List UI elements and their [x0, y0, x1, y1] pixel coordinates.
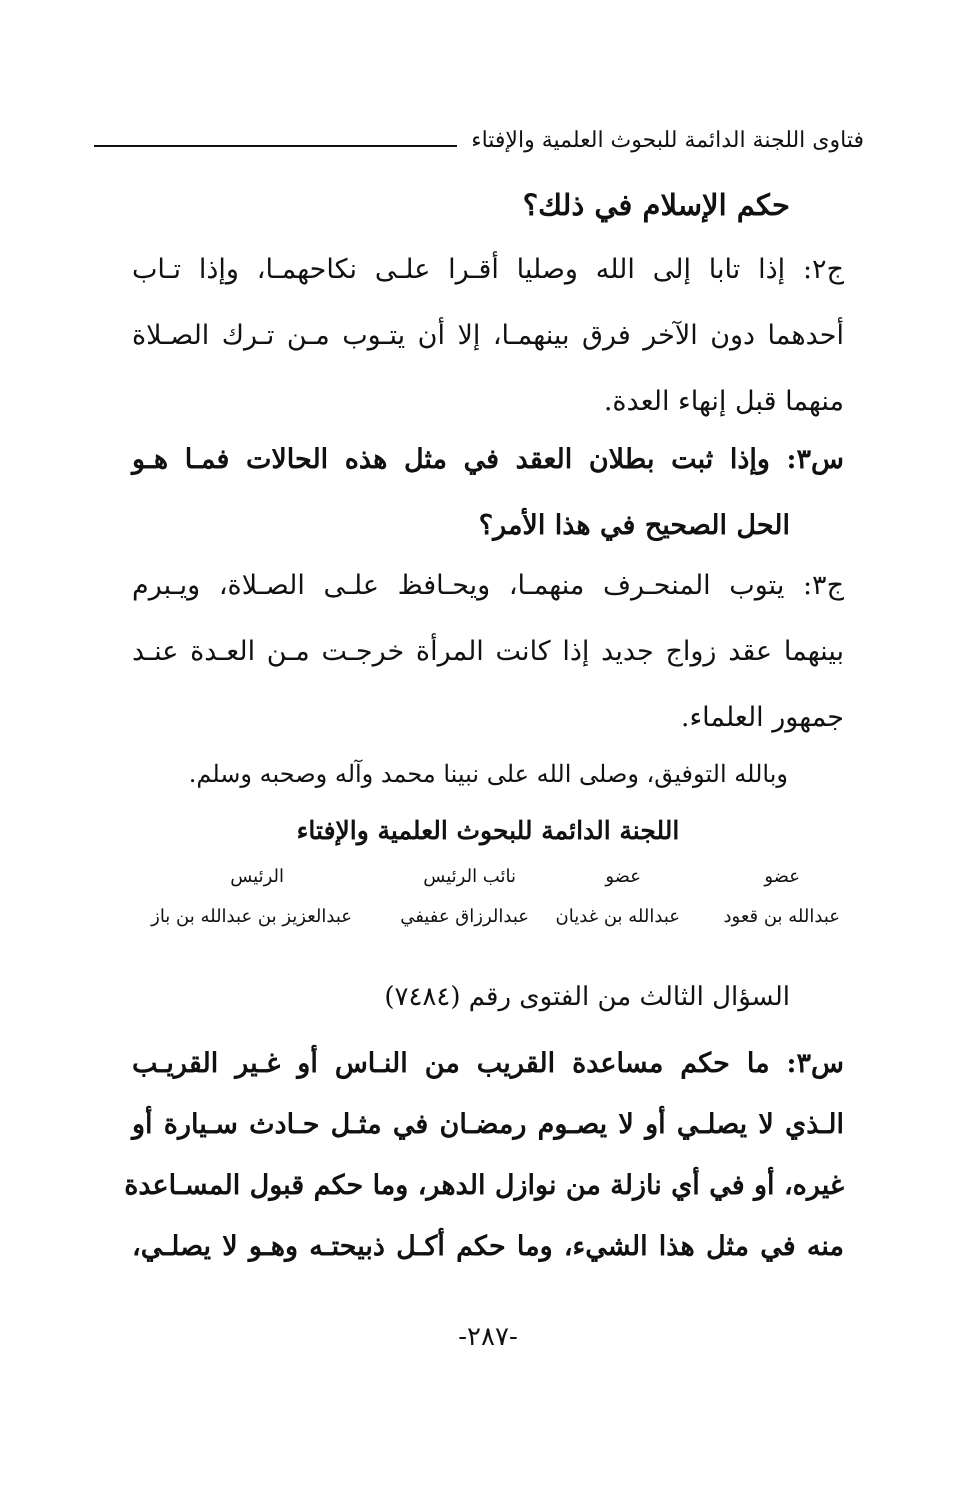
running-header — [94, 122, 864, 158]
question-next-line-4: منه في مثل هذا الشيء، وما حكم أكـل ذبيحتـه وهـو لا يصلـي، — [132, 1231, 844, 1262]
answer-2 — [132, 252, 844, 420]
answer-2-line-2: أحدهما دون الآخر فرق بينهمـا، إلا أن يتـوب مـن تـرك الصـلاة — [132, 320, 844, 351]
signatory-name-3: عبدالرزاق عفيفي — [400, 906, 529, 927]
signatory-name-2: عبدالله بن غديان — [555, 906, 680, 927]
question-next-line-2: الـذي لا يصلـي أو لا يصـوم رمضـان في مثـل حـادث سـيارة أو — [132, 1109, 844, 1140]
question-3 — [132, 442, 844, 544]
answer-2-line-3: منهما قبل إنهاء العدة. — [603, 386, 844, 417]
header-title: فتاوى اللجنة الدائمة للبحوث العلمية والإفتاء — [471, 127, 864, 153]
question-next-line-3: غيره، أو في أي نازلة من نوازل الدهر، وما حكم قبول المسـاعدة — [124, 1170, 844, 1201]
question-3-line-2: الحل الصحيح في هذا الأمر؟ — [478, 510, 790, 541]
closing-statement: وبالله التوفيق، وصلى الله على نبينا محمد وآله وصحبه وسلم. — [188, 760, 788, 788]
answer-2-line-1: ج٢: إذا تابا إلى الله وصليا أقـرا علـى نكاحهمـا، وإذا تـاب — [132, 254, 844, 285]
header-rule — [94, 145, 457, 147]
signatory-role-1: عضو — [764, 866, 800, 887]
answer-3-line-1: ج٣: يتوب المنحـرف منهمـا، ويحـافظ علـى الصـلاة، ويـبرم — [132, 570, 844, 601]
signatory-name-4: عبدالعزيز بن عبدالله بن باز — [151, 906, 352, 927]
question-next-line-1: س٣: ما حكم مساعدة القريب من النـاس أو غـير القريـب — [132, 1048, 844, 1079]
question-next — [124, 1046, 844, 1265]
signatory-name-1: عبدالله بن قعود — [723, 906, 840, 927]
signatory-role-3: نائب الرئيس — [423, 866, 516, 887]
question-3-line-1: س٣: وإذا ثبت بطلان العقد في مثل هذه الحالات فمـا هـو — [132, 444, 844, 475]
committee-title: اللجنة الدائمة للبحوث العلمية والإفتاء — [296, 816, 680, 845]
answer-3-line-3: جمهور العلماء. — [680, 702, 844, 733]
fatwa-question-reference: السؤال الثالث من الفتوى رقم (٧٤٨٤) — [384, 982, 790, 1012]
page-number: -٢٨٧- — [458, 1322, 518, 1352]
answer-3 — [132, 568, 844, 736]
signatory-role-4: الرئيس — [230, 866, 284, 887]
answer-3-line-2: بينهما عقد زواج جديد إذا كانت المرأة خرجـت مـن العـدة عنـد — [132, 636, 844, 667]
signatory-role-2: عضو — [605, 866, 641, 887]
question-2-ending: حكم الإسلام في ذلك؟ — [522, 188, 790, 222]
